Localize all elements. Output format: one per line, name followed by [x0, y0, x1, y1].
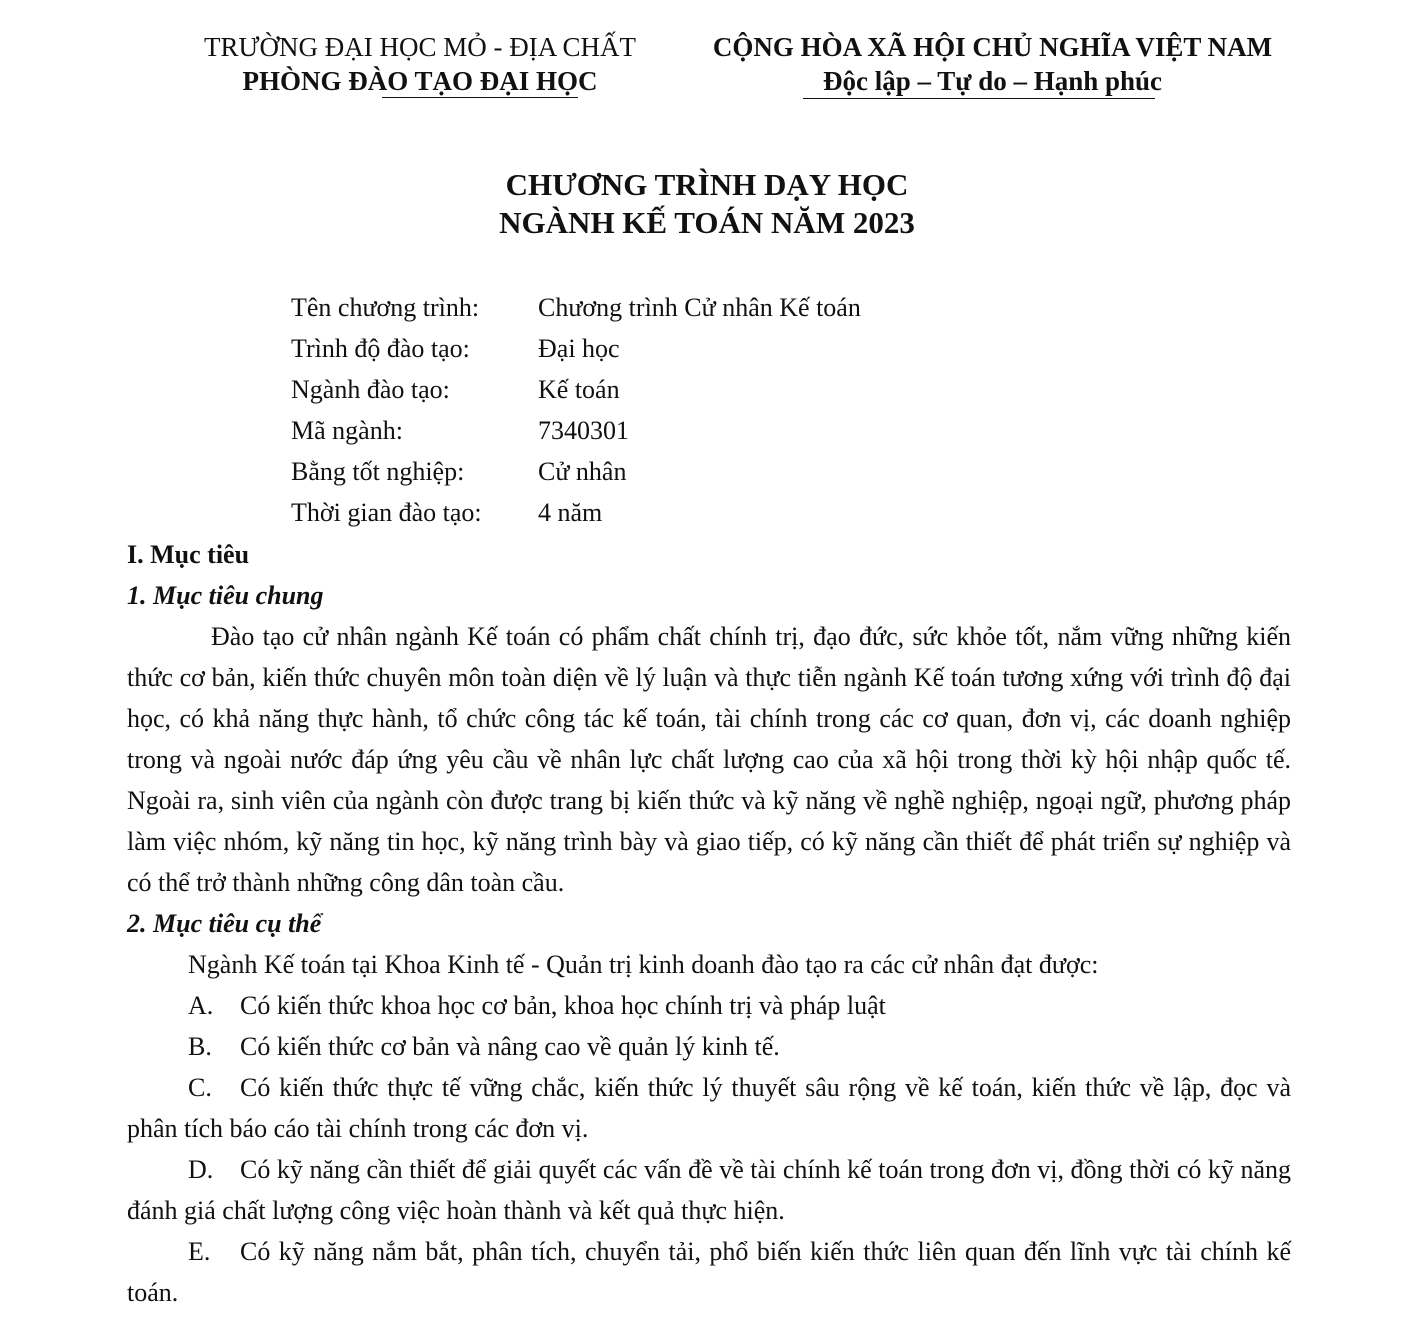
item-text: Có kiến thức khoa học cơ bản, khoa học chính trị và pháp luật — [240, 991, 886, 1020]
title-line-2: NGÀNH KẾ TOÁN NĂM 2023 — [499, 205, 915, 240]
info-row — [291, 451, 861, 492]
header-left — [150, 30, 690, 98]
item-marker: D. — [188, 1155, 214, 1184]
title-line-1: CHƯƠNG TRÌNH DẠY HỌC — [505, 167, 909, 202]
info-row — [291, 328, 861, 369]
info-value: 7340301 — [538, 416, 629, 445]
general-objective-paragraph: Đào tạo cử nhân ngành Kế toán có phẩm chất chính trị, đạo đức, sức khỏe tốt, nắm vững những kiến thức cơ bản, kiến thức chuyên môn toàn diện về lý luận và thực tiễn ngành Kế toán tương xứng với trình độ đại học, có khả năng thực hành, tổ chức công tác kế toán, tài chính trong các cơ quan, đơn vị, các doanh nghiệp trong và ngoài nước đáp ứng yêu cầu về nhân lực chất lượng cao của xã hội trong thời kỳ hội nhập quốc tế. Ngoài ra, sinh viên của ngành còn được trang bị kiến thức và kỹ năng về nghề nghiệp, ngoại ngữ, phương pháp làm việc nhóm, kỹ năng tin học, kỹ năng trình bày và giao tiếp, có kỹ năng cần thiết để phát triển sự nghiệp và có thể trở thành những công dân toàn cầu. — [127, 622, 1291, 897]
department-underline — [382, 97, 578, 98]
info-value: Chương trình Cử nhân Kế toán — [538, 293, 861, 322]
specific-objectives-intro: Ngành Kế toán tại Khoa Kinh tế - Quản trị kinh doanh đào tạo ra các cử nhân đạt được: — [188, 950, 1099, 979]
info-label: Ngành đào tạo: — [291, 375, 450, 404]
item-marker: B. — [188, 1032, 212, 1061]
info-row — [291, 492, 861, 533]
objective-item — [127, 1149, 1291, 1231]
national-motto: Độc lập – Tự do – Hạnh phúc — [822, 66, 1163, 96]
info-value: Đại học — [538, 334, 620, 363]
department-name: PHÒNG ĐÀO TẠO ĐẠI HỌC — [242, 66, 598, 96]
info-label: Bằng tốt nghiệp: — [291, 457, 465, 486]
document-body — [127, 534, 1291, 1313]
info-label: Mã ngành: — [291, 416, 403, 445]
item-text: Có kỹ năng cần thiết để giải quyết các vấn đề về tài chính kế toán trong đơn vị, đồng thời có kỹ năng đánh giá chất lượng công việc hoàn thành và kết quả thực hiện. — [127, 1155, 1291, 1225]
objective-item — [127, 1026, 1291, 1067]
document-title — [0, 166, 1414, 242]
info-value: Kế toán — [538, 375, 620, 404]
objective-item — [127, 1231, 1291, 1313]
item-marker: E. — [188, 1237, 211, 1266]
section-heading-objectives: I. Mục tiêu — [127, 540, 250, 569]
info-row — [291, 369, 861, 410]
item-text: Có kiến thức cơ bản và nâng cao về quản lý kinh tế. — [240, 1032, 780, 1061]
subheading-general-objective: 1. Mục tiêu chung — [127, 581, 324, 610]
info-value: 4 năm — [538, 498, 603, 527]
item-marker: C. — [188, 1073, 212, 1102]
objective-item — [127, 1067, 1291, 1149]
subheading-specific-objectives: 2. Mục tiêu cụ thể — [127, 909, 322, 938]
university-name: TRƯỜNG ĐẠI HỌC MỎ - ĐỊA CHẤT — [204, 32, 636, 62]
program-info-table — [291, 287, 861, 533]
item-text: Có kỹ năng nắm bắt, phân tích, chuyển tải, phổ biến kiến thức liên quan đến lĩnh vực tài chính kế toán. — [127, 1237, 1291, 1307]
header-right — [690, 30, 1295, 99]
info-label: Thời gian đào tạo: — [291, 498, 482, 527]
item-marker: A. — [188, 991, 214, 1020]
info-row — [291, 410, 861, 451]
info-row — [291, 287, 861, 328]
motto-underline — [803, 98, 1155, 99]
info-value: Cử nhân — [538, 457, 627, 486]
country-name: CỘNG HÒA XÃ HỘI CHỦ NGHĨA VIỆT NAM — [712, 32, 1273, 62]
objective-item — [127, 985, 1291, 1026]
info-label: Tên chương trình: — [291, 293, 480, 322]
item-text: Có kiến thức thực tế vững chắc, kiến thức lý thuyết sâu rộng về kế toán, kiến thức về lập, đọc và phân tích báo cáo tài chính trong các đơn vị. — [127, 1073, 1291, 1143]
info-label: Trình độ đào tạo: — [291, 334, 470, 363]
